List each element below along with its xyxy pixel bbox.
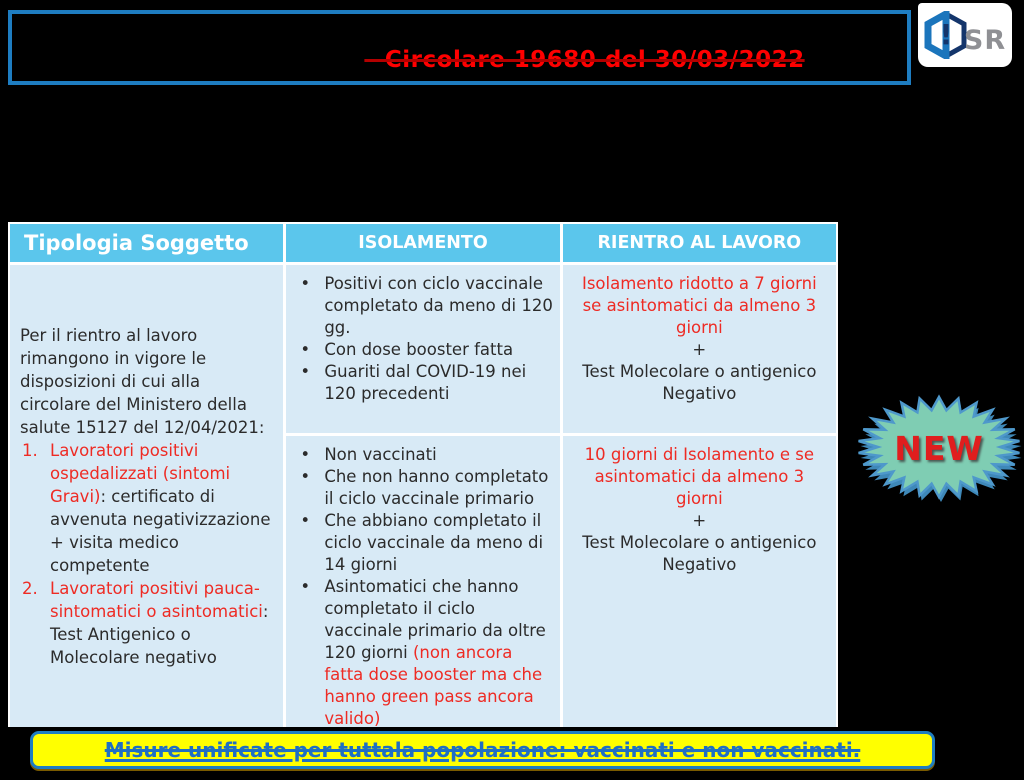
isolation-table [8, 222, 838, 727]
svg-text:!: ! [939, 18, 953, 51]
list-item: • Che abbiano completato il ciclo vaccinale da meno di 14 giorni [290, 510, 553, 576]
list-item: • Che non hanno completato il ciclo vaccinale primario [290, 466, 553, 510]
row1-subjects-cell [286, 265, 559, 433]
row1-isolation-test: Test Molecolare o antigenico Negativo [582, 362, 817, 403]
row2-isolation-cell [563, 436, 836, 727]
plus-sign: + [692, 511, 707, 530]
footer-text: Misure unificate per tuttala popolazione: vaccinati e non vaccinati. [104, 738, 861, 762]
new-badge-label: NEW [894, 428, 984, 468]
rientro-cell [10, 265, 283, 727]
item-red-text: Lavoratori positivi ospedalizzati (sintomi Gravi) [50, 440, 231, 506]
subject-red-text: (non ancora fatta dose booster ma che hanno green pass ancora valido) [324, 643, 543, 727]
row1-subject-list [286, 265, 559, 409]
subject-black-text: Asintomatici che hanno completato il ciclo vaccinale primario da oltre 120 giorni [324, 577, 546, 662]
item-number: 1. [22, 440, 38, 460]
row2-subject-list [286, 436, 559, 727]
list-item [290, 576, 553, 727]
list-item: • Guariti dal COVID-19 nei 120 precedenti [290, 361, 553, 405]
list-item: • Con dose booster fatta [290, 339, 553, 361]
item-black-text: : Test Antigenico o Molecolare negativo [50, 601, 269, 667]
row2-subjects-cell [286, 436, 559, 727]
footer-banner [30, 731, 935, 769]
row1-isolation-rule: Isolamento ridotto a 7 giorni se asintomatici da almeno 3 giorni [581, 274, 817, 337]
slide-title: – Circolare 19680 del 30/03/2022 [364, 47, 805, 73]
item-black-text: : certificato di avvenuta negativizzazione + visita medico competente [50, 486, 271, 575]
rientro-list [20, 439, 273, 669]
sr-logo [918, 3, 1012, 67]
hexagon-exclamation-icon [924, 11, 968, 59]
list-item [20, 439, 273, 577]
item-red-text: Lavoratori positivi pauca-sintomatici o asintomatici [50, 578, 263, 621]
row2-isolation-rule: 10 giorni di Isolamento e se asintomatici da almeno 3 giorni [584, 445, 815, 508]
header-tipologia-soggetto: Tipologia Soggetto [10, 224, 283, 262]
header-rientro-al-lavoro: RIENTRO AL LAVORO [563, 224, 836, 262]
list-item: • Positivi con ciclo vaccinale completato da meno di 120 gg. [290, 273, 553, 339]
plus-sign: + [692, 340, 707, 359]
header-isolamento: ISOLAMENTO [286, 224, 559, 262]
row2-isolation-test: Test Molecolare o antigenico Negativo [582, 533, 817, 574]
new-badge [856, 394, 1022, 506]
list-item: • Non vaccinati [290, 444, 553, 466]
logo-sr-text: SR [963, 24, 1007, 56]
rientro-intro: Per il rientro al lavoro rimangono in vigore le disposizioni di cui alla circolare del Ministero della salute 15127 del 12/04/2021: [20, 325, 265, 437]
row1-isolation-cell [563, 265, 836, 433]
item-number: 2. [22, 578, 38, 598]
list-item [20, 577, 273, 669]
title-banner [8, 10, 911, 85]
